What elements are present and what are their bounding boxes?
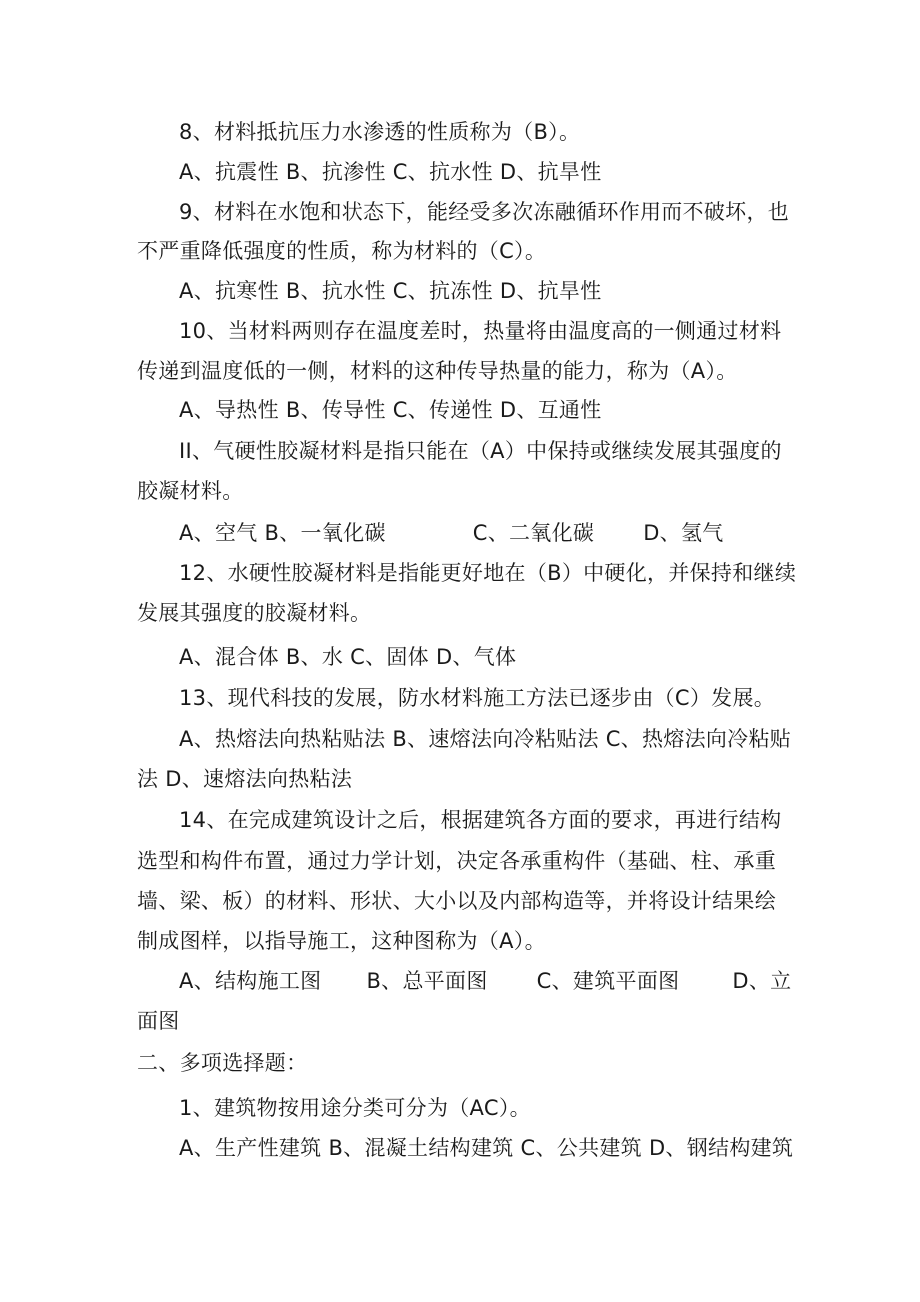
q14-options: [179, 966, 799, 996]
q10-text-line2: 传递到温度低的一侧，材料的这种传导热量的能力，称为（A）。: [137, 359, 738, 383]
q9-text-line1: 9、材料在水饱和状态下，能经受多次冻融循环作用而不破坏，也: [179, 200, 790, 224]
mq1-text: 1、建筑物按用途分类可分为（AC）。: [179, 1096, 531, 1120]
q11-options: [179, 518, 799, 548]
q14-text-line3: 墙、梁、板）的材料、形状、大小以及内部构造等，并将设计结果绘: [137, 889, 776, 913]
section-title-multiple-choice: 二、多项选择题：: [137, 1051, 308, 1075]
q14-option-b: B、总平面图: [366, 969, 488, 993]
q13-options-line2: 法 D、速熔法向热粘法: [137, 767, 353, 791]
q8-options: A、抗震性 B、抗渗性 C、抗水性 D、抗旱性: [179, 160, 602, 184]
q14-option-d: D、立: [732, 969, 792, 993]
q9-text-line2: 不严重降低强度的性质，称为材料的（C）。: [137, 239, 547, 263]
q10-options: A、导热性 B、传导性 C、传递性 D、互通性: [179, 398, 602, 422]
q12-options: A、混合体 B、水 C、固体 D、气体: [179, 645, 517, 669]
q10-text-line1: 10、当材料两则存在温度差时，热量将由温度高的一侧通过材料: [179, 319, 782, 343]
q11-option-c: C、二氧化碳: [472, 521, 595, 545]
q8-text: 8、材料抵抗压力水渗透的性质称为（B）。: [179, 120, 581, 144]
q14-option-c: C、建筑平面图: [536, 969, 680, 993]
q11-option-ab: A、空气 B、一氧化碳: [179, 521, 386, 545]
q14-text-line4: 制成图样，以指导施工，这种图称为（A）。: [137, 929, 546, 953]
q11-text-line2: 胶凝材料。: [137, 479, 244, 503]
q12-text-line2: 发展其强度的胶凝材料。: [137, 601, 372, 625]
q13-text: 13、现代科技的发展，防水材料施工方法已逐步由（C）发展。: [179, 686, 776, 710]
q12-text-line1: 12、水硬性胶凝材料是指能更好地在（B）中硬化，并保持和继续: [179, 561, 797, 585]
q14-text-line2: 选型和构件布置，通过力学计划，决定各承重构件（基础、柱、承重: [137, 849, 776, 873]
q11-text-line1: II、气硬性胶凝材料是指只能在（A）中保持或继续发展其强度的: [179, 439, 782, 463]
q14-text-line1: 14、在完成建筑设计之后，根据建筑各方面的要求，再进行结构: [179, 808, 782, 832]
q13-options-line1: A、热熔法向热粘贴法 B、速熔法向冷粘贴法 C、热熔法向冷粘贴: [179, 727, 792, 751]
q14-option-a: A、结构施工图: [179, 969, 322, 993]
q11-option-d: D、氢气: [643, 521, 724, 545]
mq1-options: A、生产性建筑 B、混凝土结构建筑 C、公共建筑 D、钢结构建筑: [179, 1136, 794, 1160]
q14-options-line2: 面图: [137, 1009, 180, 1033]
q9-options: A、抗寒性 B、抗水性 C、抗冻性 D、抗旱性: [179, 279, 602, 303]
